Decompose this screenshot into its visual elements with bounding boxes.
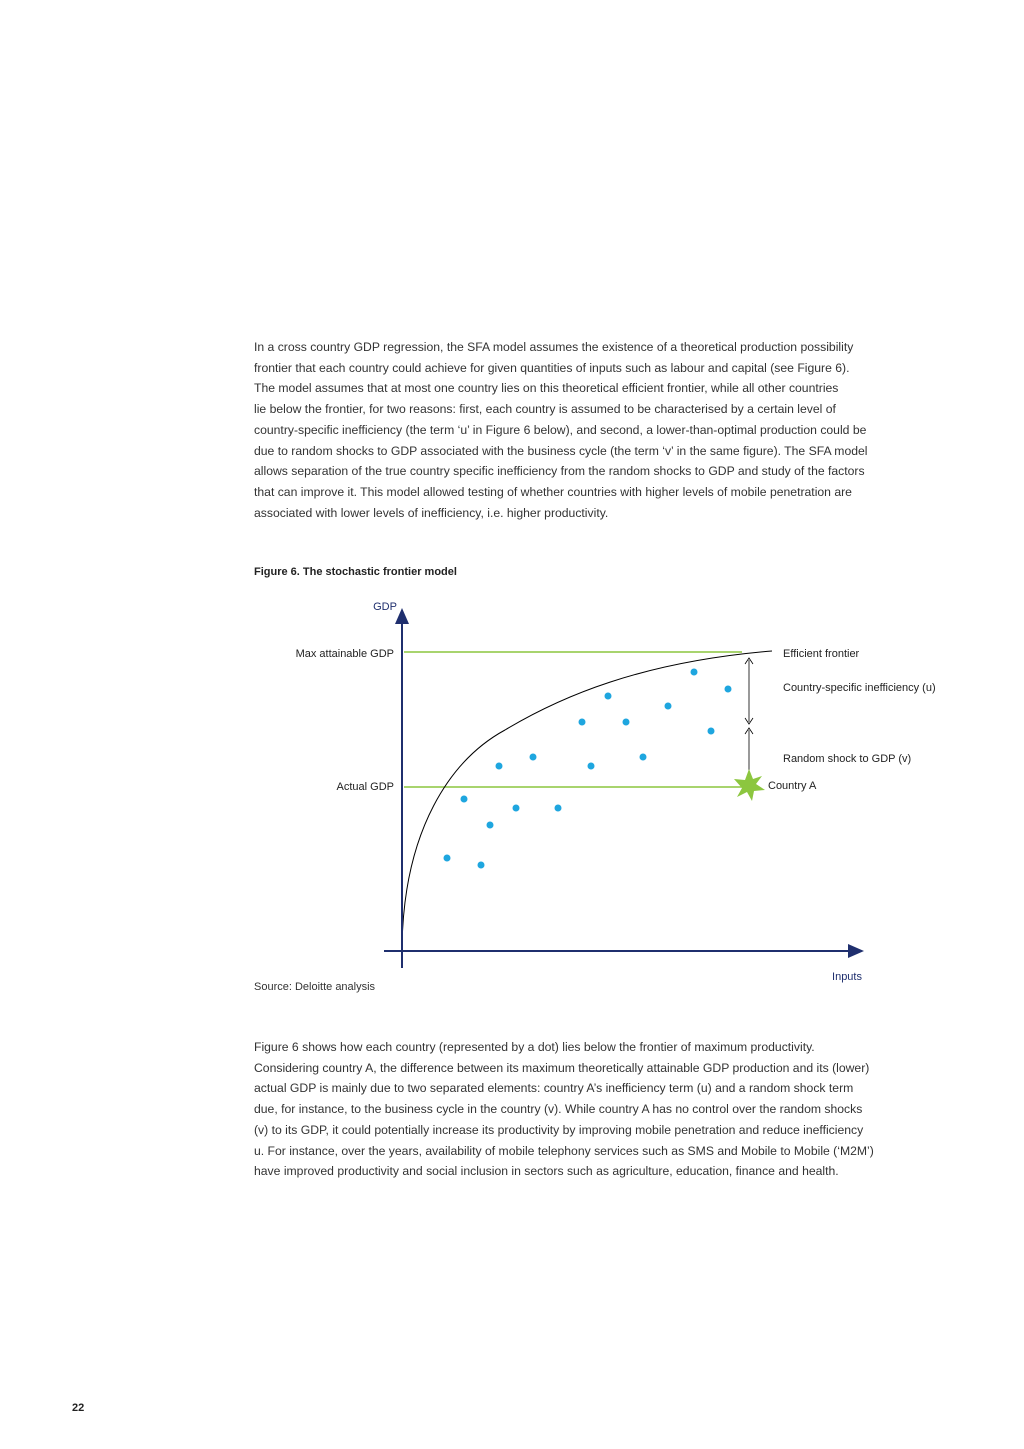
random-shock-label: Random shock to GDP (v) [783, 753, 912, 765]
country-dot [487, 822, 494, 829]
page-number: 22 [72, 1402, 85, 1414]
paragraph-line: Figure 6 shows how each country (represented by a dot) lies below the frontier of maximum productivity. [254, 1040, 815, 1054]
country-dot [461, 796, 468, 803]
paragraph-line: actual GDP is mainly due to two separated elements: country A’s inefficiency term (u) and a random shock term [254, 1081, 854, 1096]
paragraph-line: In a cross country GDP regression, the SFA model assumes the existence of a theoretical production possibility [254, 340, 854, 354]
actual-gdp-label: Actual GDP [336, 781, 394, 793]
efficient-frontier-label: Efficient frontier [783, 648, 860, 660]
paragraph-line: (v) to its GDP, it could potentially increase its productivity by improving mobile penetration and reduce inefficiency [254, 1122, 864, 1137]
country-dot [496, 763, 503, 770]
paragraph-line: due, for instance, to the business cycle in the country (v). While country A has no control over the random shocks [254, 1102, 863, 1117]
country-dot [530, 754, 537, 761]
country-dot [588, 763, 595, 770]
figure-title: Figure 6. The stochastic frontier model [254, 566, 457, 578]
country-dot [725, 686, 732, 693]
paragraph-line: have improved productivity and social inclusion in sectors such as agriculture, education, finance and health. [254, 1164, 839, 1179]
inefficiency-label: Country-specific inefficiency (u) [783, 682, 936, 694]
country-dot [513, 805, 520, 812]
efficient-frontier-curve [402, 651, 772, 946]
y-axis-arrow [395, 608, 409, 624]
figure-source: Source: Deloitte analysis [254, 981, 376, 993]
country-a-star [734, 769, 765, 801]
paragraph-line: allows separation of the true country specific inefficiency from the random shocks to GDP and study of the factors [254, 464, 865, 479]
country-dot [708, 728, 715, 735]
x-axis-arrow [848, 944, 864, 958]
country-dot [623, 719, 630, 726]
country-dot [691, 669, 698, 676]
paragraph-line: The model assumes that at most one country lies on this theoretical efficient frontier, while all other countries [254, 381, 839, 396]
paragraph-line: Considering country A, the difference between its maximum theoretically attainable GDP production and its (lower) [254, 1060, 870, 1075]
country-dot [605, 693, 612, 700]
country-dot [640, 754, 647, 761]
country-dot [665, 703, 672, 710]
max-gdp-label: Max attainable GDP [295, 648, 394, 660]
country-dot [478, 862, 485, 869]
country-dot [444, 855, 451, 862]
country-dot [555, 805, 562, 812]
paragraph-line: that can improve it. This model allowed testing of whether countries with higher levels of mobile penetration are [254, 484, 852, 499]
paragraph-line: country-specific inefficiency (the term ‘u’ in Figure 6 below), and second, a lower-than-optimal production could be [254, 422, 867, 437]
country-a-label: Country A [768, 780, 817, 792]
paragraph-line: due to random shocks to GDP associated with the business cycle (the term ‘v’ in the same figure). The SFA model [254, 443, 868, 458]
paragraph-line: frontier that each country could achieve for given quantities of inputs such as labour and capital (see Figure 6). [254, 360, 850, 375]
country-dot [579, 719, 586, 726]
paragraph-line: lie below the frontier, for two reasons: first, each country is assumed to be characterised by a certain level of [254, 402, 836, 417]
x-axis-label: Inputs [832, 971, 862, 983]
conclusion-paragraph [254, 1037, 954, 1182]
paragraph-line: u. For instance, over the years, availability of mobile telephony services such as SMS and Mobile to Mobile (‘M2M’) [254, 1143, 874, 1158]
y-axis-label: GDP [373, 601, 397, 613]
paragraph-line: associated with lower levels of inefficiency, i.e. higher productivity. [254, 505, 609, 520]
